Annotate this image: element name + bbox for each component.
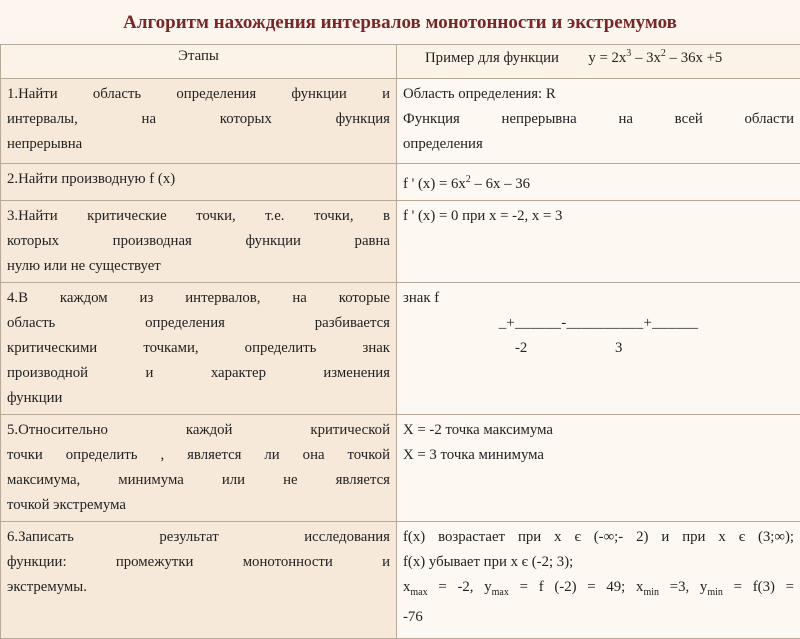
example-cell	[397, 79, 800, 164]
header-function: $y = 2x^3 - 3x^2 - 36x +5$	[588, 50, 722, 66]
step-cell	[1, 521, 397, 638]
header-steps-label: Этапы	[178, 48, 219, 64]
example-text: f(x) убывает при x є (-2; 3);	[403, 550, 794, 575]
step-text: 4.В каждом из интервалов, на которые	[7, 286, 390, 311]
example-cell	[397, 521, 800, 638]
step-text: функции: промежутки монотонности и	[7, 550, 390, 575]
step-text: область определения разбивается	[7, 311, 390, 336]
step-text: нулю или не существует	[7, 254, 390, 279]
example-text: Функция непрерывна на всей области	[403, 107, 794, 132]
derivative-formula: f ' $(x) = 6x^2 - 6x - 36$	[403, 167, 794, 197]
step-text: которых производная функции равна	[7, 229, 390, 254]
step-cell	[1, 200, 397, 282]
header-example-prefix: Пример для функции	[425, 50, 559, 66]
example-text: f ' (x) = 0 при x = -2, x = 3	[403, 204, 794, 229]
step-cell	[1, 164, 397, 201]
example-text: X = -2 точка максимума	[403, 418, 794, 443]
header-steps	[1, 45, 397, 79]
example-text: f(x) возрастает при x є (-∞;- 2) и при x є (3;∞);	[403, 525, 794, 550]
table-row	[1, 282, 800, 414]
step-text: экстремумы.	[7, 575, 390, 600]
step-text: интервалы, на которых функция	[7, 107, 390, 132]
step-text: 5.Относительно каждой критической	[7, 418, 390, 443]
header-example	[397, 45, 800, 79]
example-text: определения	[403, 132, 794, 157]
table-row	[1, 79, 800, 164]
step-text: 6.Записать результат исследования	[7, 525, 390, 550]
example-text: Область определения: R	[403, 82, 794, 107]
example-cell	[397, 200, 800, 282]
page-title: Алгоритм нахождения интервалов монотонности и экстремумов	[0, 12, 800, 34]
example-cell	[397, 414, 800, 521]
point-label: -2	[515, 336, 527, 361]
step-text: производной и характер изменения	[7, 361, 390, 386]
step-text: непрерывна	[7, 132, 390, 157]
step-text: 3.Найти критические точки, т.е. точки, в	[7, 204, 390, 229]
sign-line: _+______-__________+______	[403, 311, 794, 336]
table-header-row	[1, 45, 800, 79]
example-text: -76	[403, 605, 794, 630]
example-cell	[397, 282, 800, 414]
extremum-values: $x_{max} = -2$, $y_{max} = f$ (-2) = 49; $x_{min} =3$, $y_{min} = f(3)$ =	[403, 575, 794, 605]
example-cell	[397, 164, 800, 201]
step-text: функции	[7, 386, 390, 411]
step-text: точки определить , является ли она точкой	[7, 443, 390, 468]
step-cell	[1, 282, 397, 414]
table-row	[1, 164, 800, 201]
table-row	[1, 414, 800, 521]
step-cell	[1, 79, 397, 164]
point-label: 3	[615, 336, 622, 361]
step-text: критическими точками, определить знак	[7, 336, 390, 361]
table-row	[1, 521, 800, 638]
sign-label: знак f	[403, 286, 794, 311]
critical-points	[403, 336, 794, 361]
algorithm-table	[0, 44, 800, 639]
step-cell	[1, 414, 397, 521]
example-text: X = 3 точка минимума	[403, 443, 794, 468]
step-text: 2.Найти производную f (x)	[7, 167, 390, 192]
step-text: точкой экстремума	[7, 493, 390, 518]
step-text: 1.Найти область определения функции и	[7, 82, 390, 107]
step-text: максимума, минимума или не является	[7, 468, 390, 493]
table-row	[1, 200, 800, 282]
